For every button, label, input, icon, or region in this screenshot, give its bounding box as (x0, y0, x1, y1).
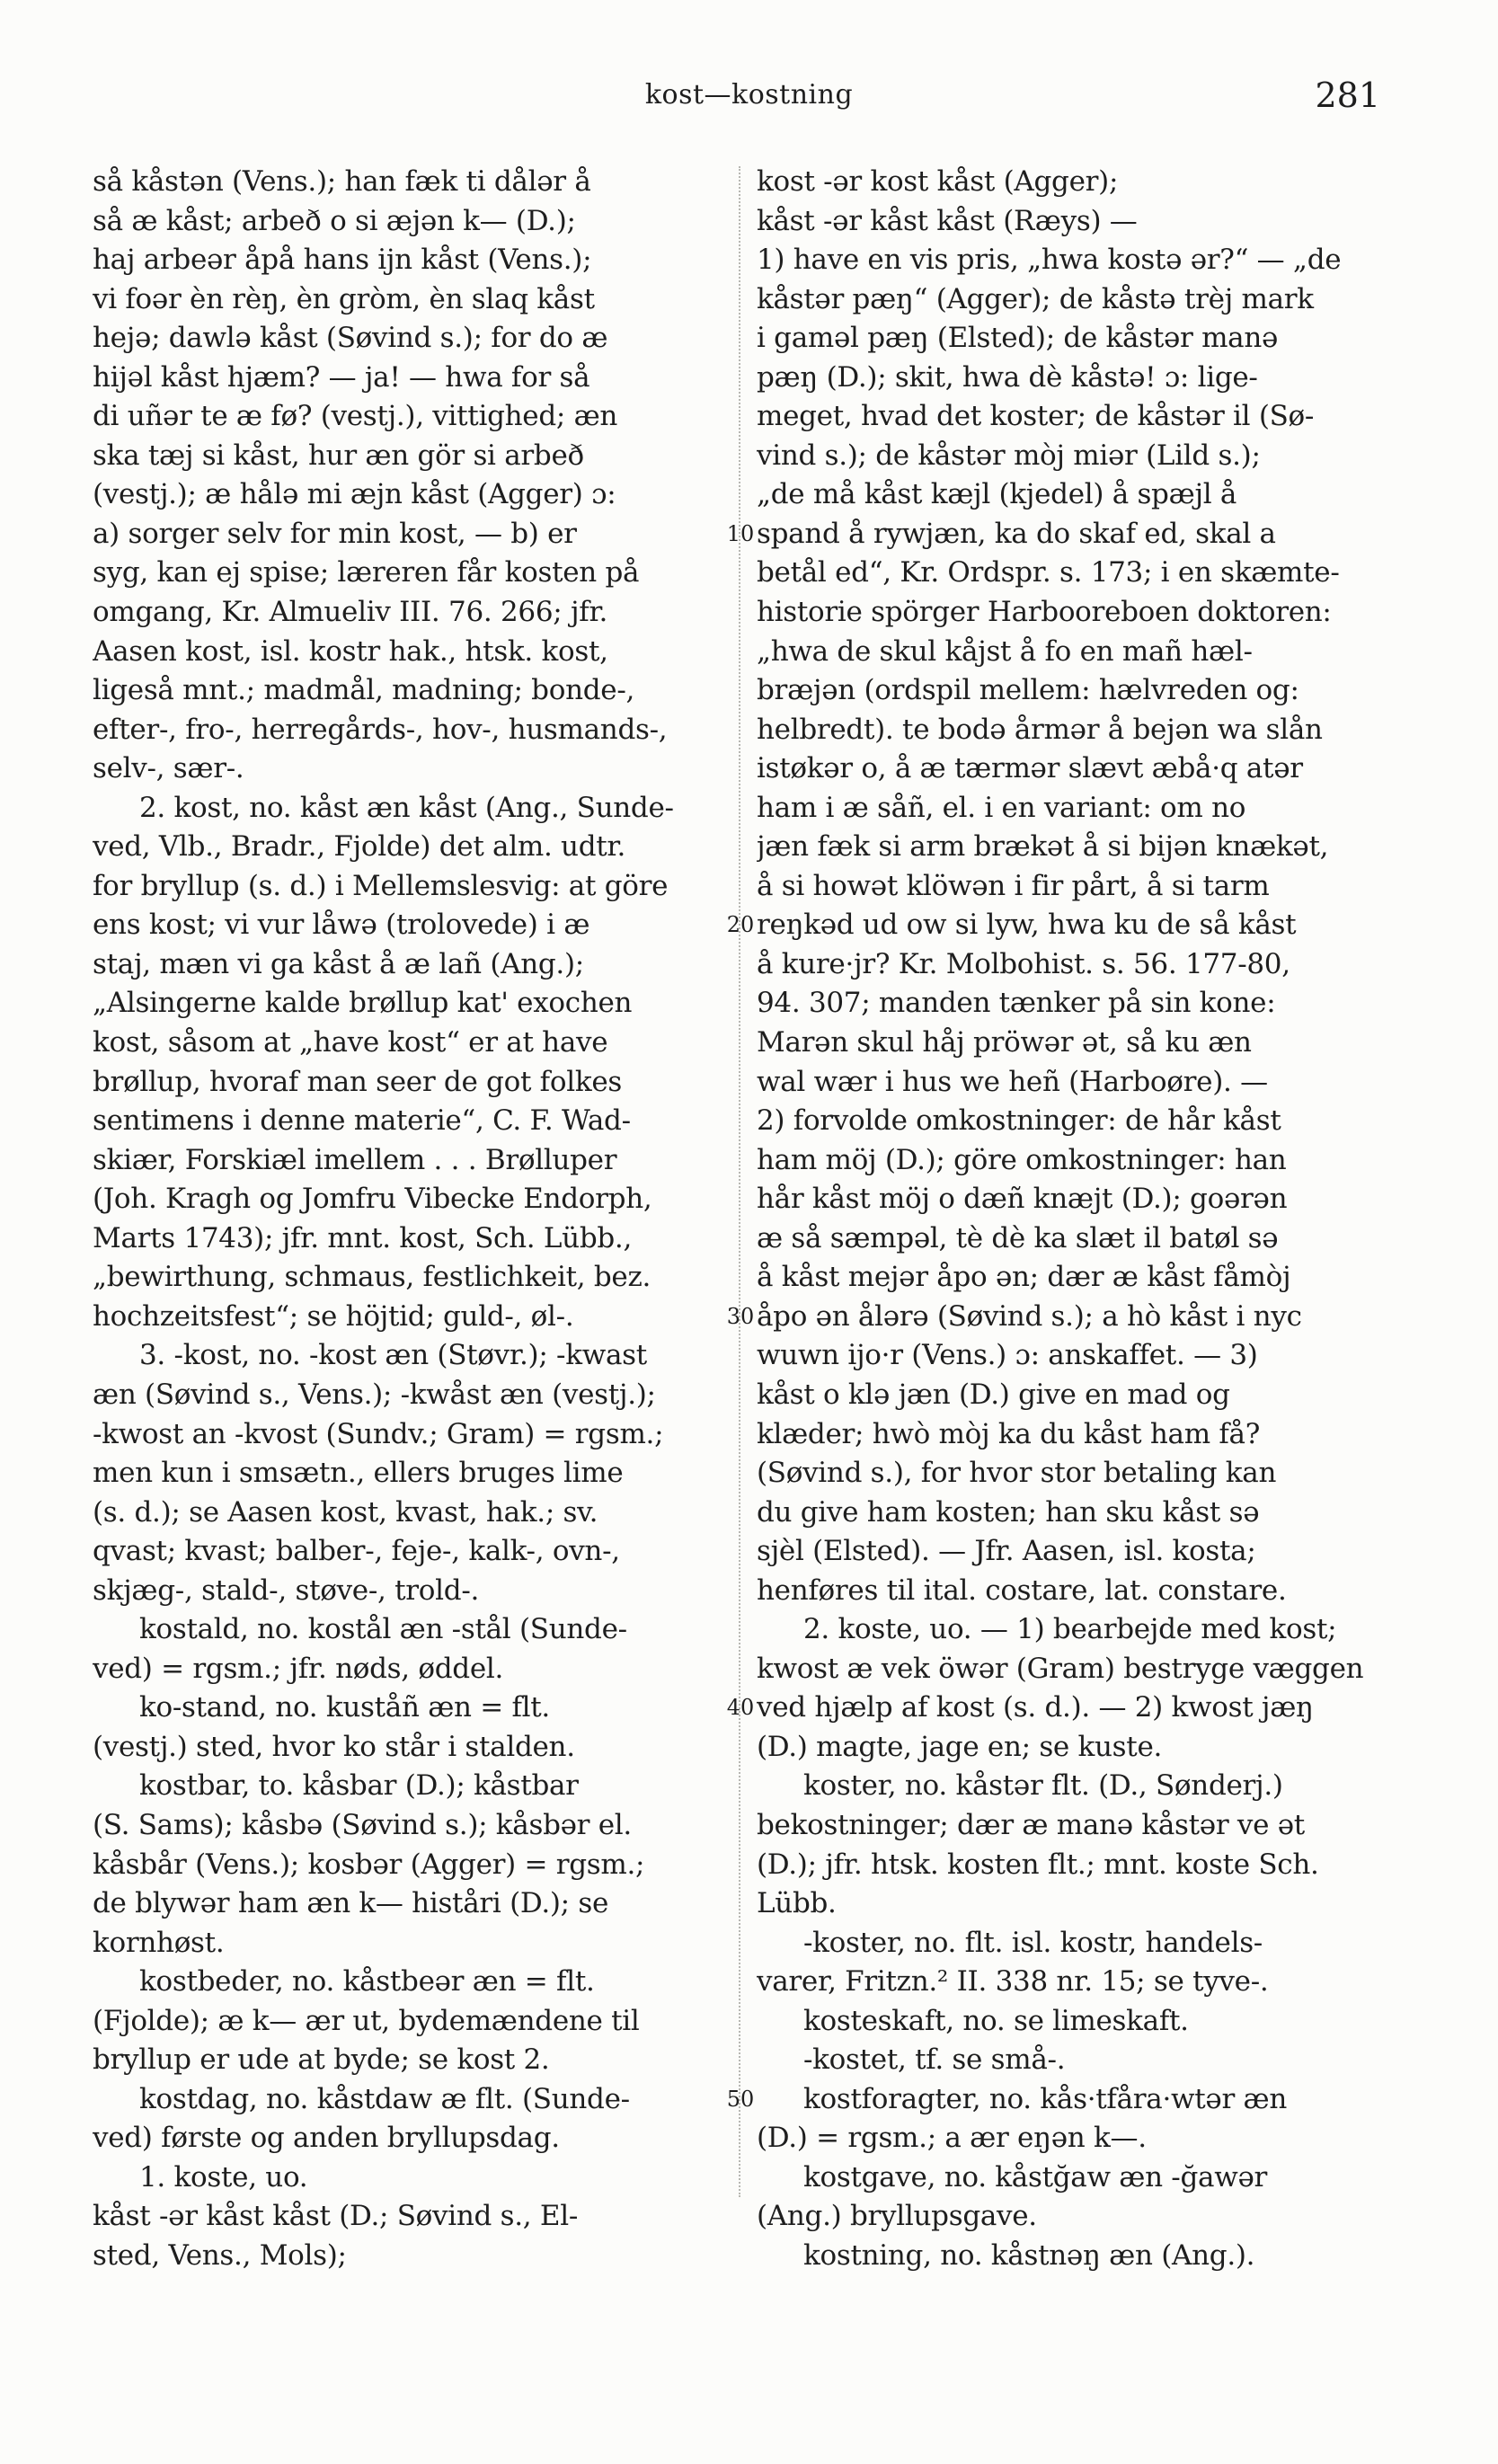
text-line: (D.) = rgsm.; a ær eŋən k—. (757, 2122, 1147, 2155)
text-line: vi foər èn rèŋ, èn gròm, èn slaq kåst (93, 282, 595, 315)
text-line: hår kåst möj o dæñ knæjt (D.); goərən (757, 1183, 1288, 1216)
text-line: kåst -ər kåst kåst (D.; Søvind s., El- (93, 2200, 579, 2233)
text-line: bekostninger; dær æ manə kåstər ve ət (757, 1808, 1305, 1841)
line-number: 30 (726, 1303, 755, 1329)
text-line: „hwa de skul kåjst å fo en mañ hæl- (757, 634, 1253, 668)
text-line: -koster, no. flt. isl. kostr, handels- (803, 1926, 1263, 1959)
line-number: 20 (726, 912, 755, 938)
text-line: „Alsingerne kalde brøllup kat' exochen (93, 987, 633, 1020)
text-line: (vestj.); æ hålə mi æjn kåst (Agger) ɔ: (93, 478, 616, 511)
text-line: kostgave, no. kåstğaw æn -ğawər (803, 2160, 1268, 2194)
text-line: varer, Fritzn.² II. 338 nr. 15; se tyve-. (757, 1965, 1269, 1999)
text-line: kostning, no. kåstnəŋ æn (Ang.). (803, 2238, 1255, 2272)
text-line: hochzeitsfest“; se höjtid; guld-, øl-. (93, 1299, 574, 1333)
text-line: omgang, Kr. Almueliv III. 76. 266; jfr. (93, 596, 608, 629)
text-line: vind s.); de kåstər mòj miər (Lild s.); (757, 439, 1261, 472)
text-line: bræjən (ordspil mellem: hælvreden og: (757, 674, 1299, 707)
text-line: betål ed“, Kr. Ordspr. s. 173; i en skæmte- (757, 556, 1340, 589)
text-line: kåst o klə jæn (D.) give en mad og (757, 1378, 1230, 1411)
text-line: (D.) magte, jage en; se kuste. (757, 1730, 1163, 1763)
text-line: kostforagter, no. kås·tfåra·wtər æn (803, 2082, 1288, 2115)
text-line: i gaməl pæŋ (Elsted); de kåstər manə (757, 322, 1279, 355)
text-line: kostald, no. kostål æn -stål (Sunde- (139, 1613, 627, 1646)
text-line: men kun i smsætn., ellers bruges lime (93, 1457, 624, 1490)
text-line: kwost æ vek öwər (Gram) bestryge væggen (757, 1652, 1364, 1685)
column-divider (739, 166, 741, 2197)
text-line: (Ang.) bryllupsgave. (757, 2200, 1037, 2233)
text-line: (Fjolde); æ k— ær ut, bydemændene til (93, 2004, 640, 2037)
text-line: åpo ən ålərə (Søvind s.); a hò kåst i nyc (757, 1299, 1302, 1333)
text-line: kostbar, to. kåsbar (D.); kåstbar (139, 1769, 579, 1803)
text-line: kornhøst. (93, 1926, 225, 1959)
text-line: 2) forvolde omkostninger: de hår kåst (757, 1104, 1281, 1138)
text-line: 94. 307; manden tænker på sin kone: (757, 987, 1276, 1020)
text-line: -kostet, tf. se små-. (803, 2043, 1066, 2077)
text-line: kosteskaft, no. se limeskaft. (803, 2004, 1189, 2037)
text-line: helbredt). te bodə årmər å bejən wa slån (757, 713, 1323, 746)
text-line: kostdag, no. kåstdaw æ flt. (Sunde- (139, 2082, 630, 2115)
text-line: meget, hvad det koster; de kåstər il (Sø- (757, 400, 1315, 433)
text-line: qvast; kvast; balber-, feje-, kalk-, ovn-, (93, 1535, 620, 1568)
text-line: Aasen kost, isl. kostr hak., htsk. kost, (93, 634, 608, 668)
text-line: „de må kåst kæjl (kjedel) å spæjl å (757, 478, 1237, 511)
text-line: hijəl kåst hjæm? — ja! — hwa for så (93, 360, 590, 394)
text-line: de blywər ham æn k— histåri (D.); se (93, 1887, 609, 1920)
text-line: kåstər pæŋ“ (Agger); de kåstə trèj mark (757, 282, 1314, 315)
text-line: istøkər o, å æ tærmər slævt æbå·q atər (757, 752, 1303, 785)
running-head: kost—kostning (644, 79, 854, 111)
text-line: æ så sæmpəl, tè dè ka slæt il batøl sə (757, 1221, 1279, 1254)
text-line: 2. kost, no. kåst æn kåst (Ang., Sunde- (139, 791, 674, 824)
text-line: Marts 1743); jfr. mnt. kost, Sch. Lübb., (93, 1221, 633, 1254)
text-line: „bewirthung, schmaus, festlichkeit, bez. (93, 1261, 651, 1294)
text-line: reŋkəd ud ow si lyw, hwa ku de så kåst (757, 908, 1297, 942)
text-line: å kåst mejər åpo ən; dær æ kåst fåmòj (757, 1261, 1291, 1294)
left-column (93, 163, 722, 2276)
text-line: syg, kan ej spise; læreren får kosten på (93, 556, 640, 589)
text-line: Lübb. (757, 1887, 837, 1920)
text-line: klæder; hwò mòj ka du kåst ham få? (757, 1417, 1261, 1450)
text-line: (Søvind s.), for hvor stor betaling kan (757, 1457, 1277, 1490)
text-line: 1. koste, uo. (139, 2160, 308, 2194)
line-number: 40 (726, 1695, 755, 1721)
text-line: henføres til ital. costare, lat. constare. (757, 1573, 1287, 1607)
text-line: kostbeder, no. kåstbeər æn = flt. (139, 1965, 595, 1999)
line-number: 10 (726, 520, 755, 546)
text-line: for bryllup (s. d.) i Mellemslesvig: at göre (93, 869, 669, 902)
text-line: historie spörger Harbooreboen doktoren: (757, 596, 1332, 629)
text-line: (s. d.); se Aasen kost, kvast, hak.; sv. (93, 1495, 598, 1529)
text-line: så æ kåst; arbeð o si æjən k— (D.); (93, 204, 576, 237)
text-line: så kåstən (Vens.); han fæk ti dålər å (93, 165, 591, 198)
text-line: kost -ər kost kåst (Agger); (757, 165, 1119, 198)
text-line: jæn fæk si arm brækət å si bijən knækət, (757, 830, 1329, 864)
text-line: å si howət klöwən i fir pårt, å si tarm (757, 869, 1270, 902)
text-line: efter-, fro-, herregårds-, hov-, husmands-, (93, 713, 668, 746)
text-line: Marən skul håj pröwər ət, så ku æn (757, 1026, 1252, 1059)
text-line: ska tæj si kåst, hur æn gör si arbeð (93, 439, 584, 472)
text-line: sted, Vens., Mols); (93, 2238, 347, 2272)
text-line: hejə; dawlə kåst (Søvind s.); for do æ (93, 322, 608, 355)
text-line: kåst -ər kåst kåst (Ræys) — (757, 204, 1138, 237)
line-number: 50 (726, 2086, 755, 2112)
text-line: wal wær i hus we heñ (Harboøre). — (757, 1065, 1268, 1098)
text-line: pæŋ (D.); skit, hwa dè kåstə! ɔ: lige- (757, 360, 1258, 394)
text-line: ved) første og anden bryllupsdag. (93, 2122, 560, 2155)
text-line: ligeså mnt.; madmål, madning; bonde-, (93, 674, 635, 707)
text-line: bryllup er ude at byde; se kost 2. (93, 2043, 550, 2077)
text-line: 1) have en vis pris, „hwa kostə ər?“ — „de (757, 244, 1342, 277)
text-line: du give ham kosten; han sku kåst sə (757, 1495, 1260, 1529)
text-line: 2. koste, uo. — 1) bearbejde med kost; (803, 1613, 1337, 1646)
text-line: staj, mæn vi ga kåst å æ lañ (Ang.); (93, 947, 584, 980)
text-line: haj arbeər åpå hans ijn kåst (Vens.); (93, 244, 592, 277)
text-line: (S. Sams); kåsbə (Søvind s.); kåsbər el. (93, 1808, 632, 1841)
text-line: spand å rywjæn, ka do skaf ed, skal a (757, 517, 1276, 550)
text-line: kåsbår (Vens.); kosbər (Agger) = rgsm.; (93, 1848, 645, 1881)
text-line: sentimens i denne materie“, C. F. Wad- (93, 1104, 631, 1138)
text-line: ham möj (D.); göre omkostninger: han (757, 1143, 1287, 1176)
text-line: brøllup, hvoraf man seer de got folkes (93, 1065, 622, 1098)
page-header (0, 70, 1498, 124)
text-line: ham i æ såñ, el. i en variant: om no (757, 791, 1246, 824)
text-line: kost, såsom at „have kost“ er at have (93, 1026, 608, 1059)
text-line: wuwn ijo·r (Vens.) ɔ: anskaffet. — 3) (757, 1339, 1258, 1372)
text-line: æn (Søvind s., Vens.); -kwåst æn (vestj.); (93, 1378, 656, 1411)
text-line: ved) = rgsm.; jfr. nøds, øddel. (93, 1652, 504, 1685)
text-line: ved hjælp af kost (s. d.). — 2) kwost jæŋ (757, 1691, 1314, 1724)
text-line: (D.); jfr. htsk. kosten flt.; mnt. koste Sch. (757, 1848, 1319, 1881)
text-line: (vestj.) sted, hvor ko står i stalden. (93, 1730, 575, 1763)
text-line: di uñər te æ fø? (vestj.), vittighed; æn (93, 400, 618, 433)
text-line: skjæg-, stald-, støve-, trold-. (93, 1573, 480, 1607)
text-line: å kure·jr? Kr. Molbohist. s. 56. 177-80, (757, 947, 1290, 980)
right-column (757, 163, 1386, 2276)
text-line: sjèl (Elsted). — Jfr. Aasen, isl. kosta; (757, 1535, 1256, 1568)
text-line: -kwost an -kvost (Sundv.; Gram) = rgsm.; (93, 1417, 664, 1450)
page-number: 281 (1315, 75, 1380, 115)
text-line: skiær, Forskiæl imellem . . . Brølluper (93, 1143, 617, 1176)
text-line: ved, Vlb., Bradr., Fjolde) det alm. udtr. (93, 830, 626, 864)
text-line: selv-, sær-. (93, 752, 244, 785)
text-line: 3. -kost, no. -kost æn (Støvr.); -kwast (139, 1339, 647, 1372)
text-line: ko-stand, no. kuståñ æn = flt. (139, 1691, 550, 1724)
text-line: (Joh. Kragh og Jomfru Vibecke Endorph, (93, 1183, 652, 1216)
text-line: a) sorger selv for min kost, — b) er (93, 517, 577, 550)
text-line: koster, no. kåstər flt. (D., Sønderj.) (803, 1769, 1283, 1803)
text-line: ens kost; vi vur låwə (trolovede) i æ (93, 908, 590, 942)
